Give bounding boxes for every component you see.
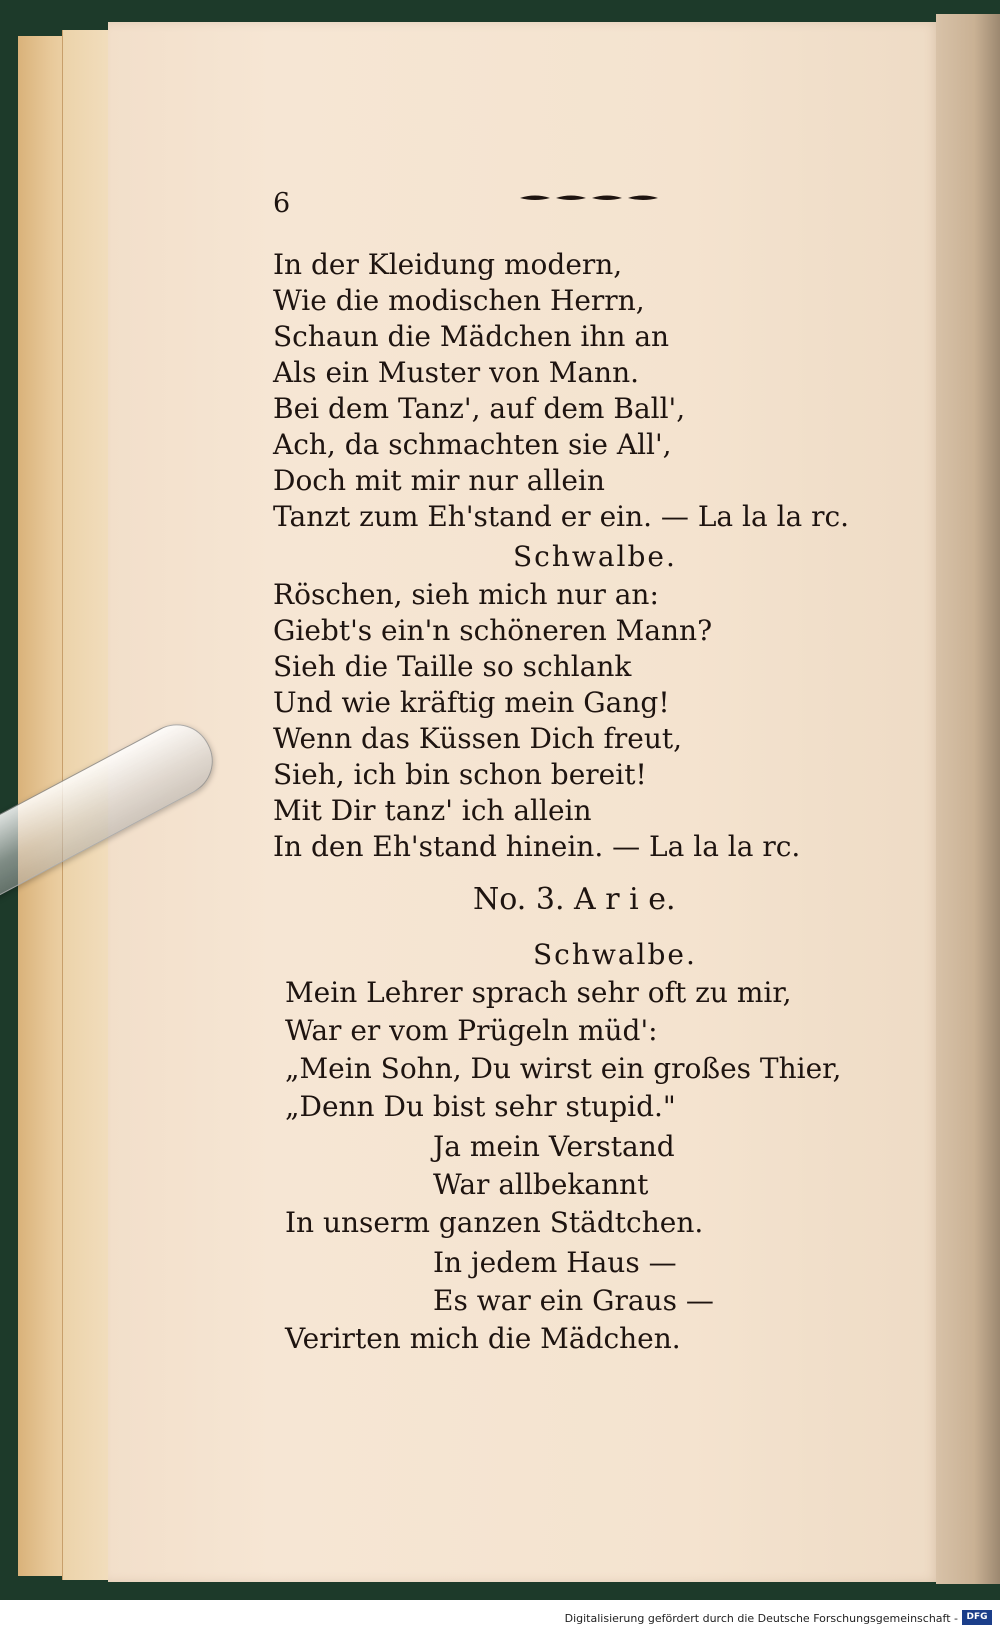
verse-line: „Denn Du bist sehr stupid." — [285, 1090, 676, 1123]
verse-line: In unserm ganzen Städtchen. — [285, 1206, 704, 1239]
verse-line: Wenn das Küssen Dich freut, — [273, 722, 683, 755]
digitization-credit: Digitalisierung gefördert durch die Deutsche Forschungsgemeinschaft - — [564, 1612, 958, 1625]
verse-line: Doch mit mir nur allein — [273, 464, 605, 497]
verse-line: Wie die modischen Herrn, — [273, 284, 645, 317]
verse-line: Verirten mich die Mädchen. — [285, 1322, 681, 1355]
speaker-name: Schwalbe. — [533, 938, 697, 971]
verse-line: Als ein Muster von Mann. — [273, 356, 640, 389]
verse-line: War er vom Prügeln müd': — [285, 1014, 658, 1047]
verse-line: Sieh, ich bin schon bereit! — [273, 758, 647, 791]
verse-line: Schaun die Mädchen ihn an — [273, 320, 670, 353]
book-edge-right — [936, 14, 1000, 1584]
verse-line: „Mein Sohn, Du wirst ein großes Thier, — [285, 1052, 842, 1085]
verse-line: Bei dem Tanz', auf dem Ball', — [273, 392, 686, 425]
verse-line: Sieh die Taille so schlank — [273, 650, 632, 683]
verse-line: Röschen, sieh mich nur an: — [273, 578, 659, 611]
verse-line: In der Kleidung modern, — [273, 248, 623, 281]
verse-line-indented: In jedem Haus — — [433, 1246, 677, 1279]
verse-line: Ach, da schmachten sie All', — [273, 428, 672, 461]
verse-line: Giebt's ein'n schöneren Mann? — [273, 614, 713, 647]
verse-line-indented: War allbekannt — [433, 1168, 649, 1201]
section-heading: No. 3. A r i e. — [473, 882, 676, 917]
verse-line-indented: Es war ein Graus — — [433, 1284, 714, 1317]
bleed-through-text — [610, 210, 714, 240]
verse-line: Mein Lehrer sprach sehr oft zu mir, — [285, 976, 792, 1009]
verse-line: Tanzt zum Eh'stand er ein. — La la la rc. — [273, 500, 850, 533]
speaker-name: Schwalbe. — [513, 540, 677, 573]
verse-line: In den Eh'stand hinein. — La la la rc. — [273, 830, 801, 863]
page-number: 6 — [273, 188, 291, 219]
dfg-logo: DFG — [962, 1610, 992, 1625]
verse-line: Mit Dir tanz' ich allein — [273, 794, 592, 827]
verse-line-indented: Ja mein Verstand — [433, 1130, 675, 1163]
verse-line: Und wie kräftig mein Gang! — [273, 686, 670, 719]
header-ornament — [520, 193, 660, 203]
